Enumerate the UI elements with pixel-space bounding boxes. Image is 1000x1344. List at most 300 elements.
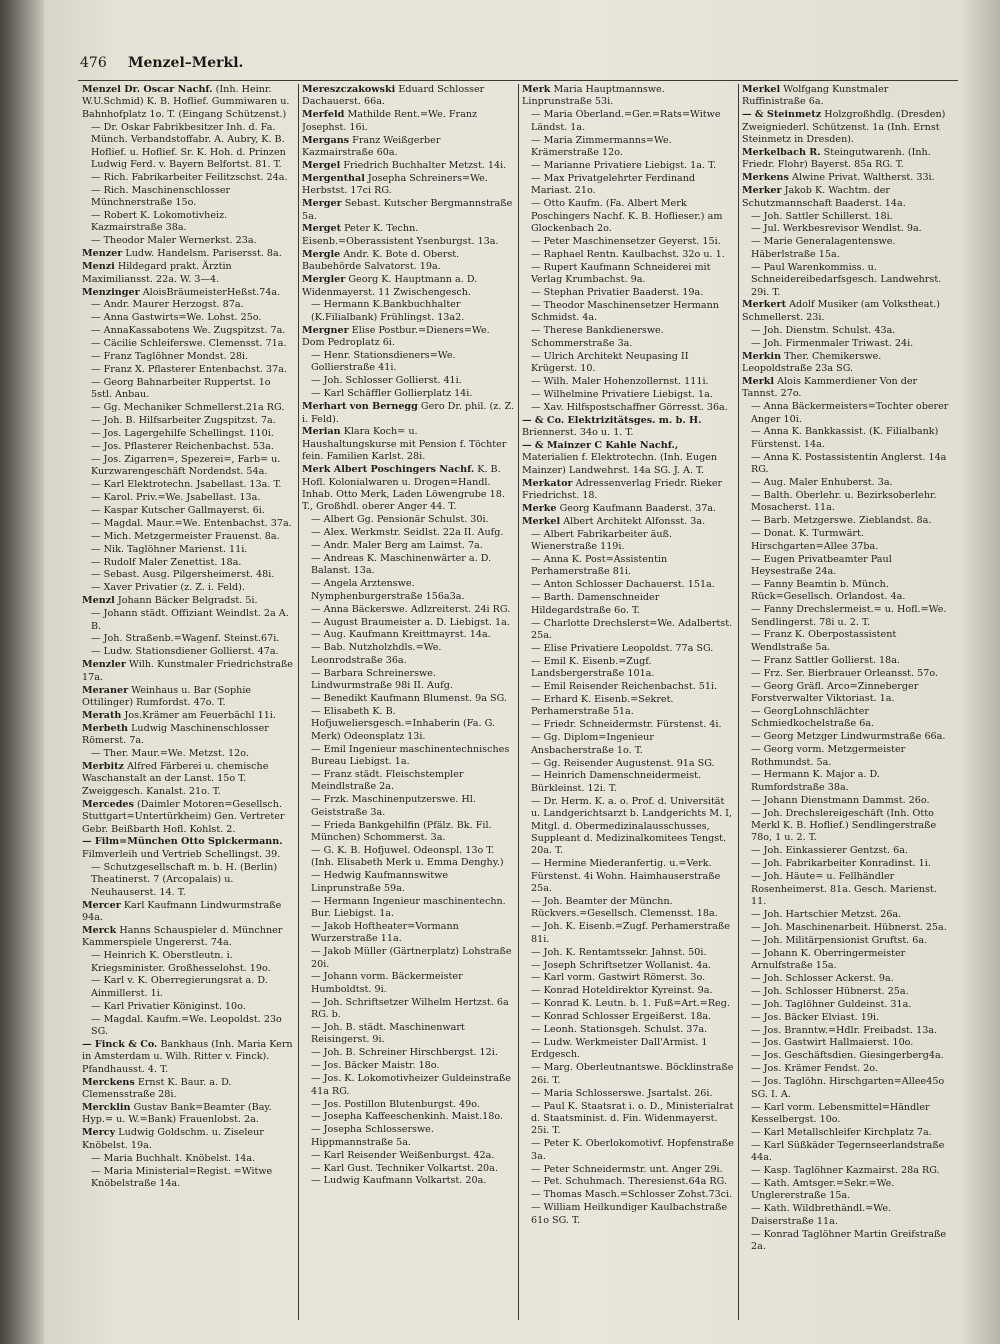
directory-entry <box>742 426 954 451</box>
entry-surname: Mercklin <box>82 1102 131 1113</box>
directory-entry <box>742 629 954 654</box>
entry-details: — Cäcilie Schleiferswe. Clemensst. 71a. <box>91 338 287 350</box>
entry-details: AloisBräumeisterHeßst.74a. <box>142 286 281 298</box>
entry-details: — Max Privatgelehrter Ferdinand Mariast. 21o. <box>531 172 696 197</box>
entry-details: Maria Hauptmannswe. Linprunstraße 53i. <box>522 84 665 108</box>
directory-entry <box>82 210 294 235</box>
entry-details: — Albert Fabrikarbeiter äuß. Wienerstraße 119i. <box>531 528 673 553</box>
entry-details: — Andr. Maler Berg am Laimst. 7a. <box>311 540 483 552</box>
directory-entry <box>522 947 734 959</box>
column-divider-2 <box>518 84 519 1320</box>
directory-entry <box>522 516 734 528</box>
entry-details: — Joh. B. Hilfsarbeiter Zugspitzst. 7a. <box>91 415 276 427</box>
entry-details: Sebast. Kutscher Bergmannstraße 5a. <box>302 198 513 222</box>
entry-details: — Mich. Metzgermeister Frauenst. 8a. <box>91 530 280 542</box>
directory-entry <box>522 770 734 795</box>
directory-entry <box>82 415 294 427</box>
directory-entry <box>742 909 954 921</box>
entry-surname: — & Steinmetz <box>742 109 822 121</box>
directory-entry <box>742 1102 954 1127</box>
entry-details: — Jos. Krämer Fendst. 2o. <box>751 1063 878 1075</box>
entry-details: — Konrad Hoteldirektor Kyreinst. 9a. <box>531 985 713 997</box>
entry-surname: Mergle <box>302 248 341 260</box>
directory-entry <box>522 503 734 515</box>
entry-details: — Barth. Damenschneider Hildegardstraße 6o. T. <box>531 592 660 616</box>
column-2 <box>302 84 514 1320</box>
directory-entry <box>522 440 734 477</box>
directory-entry <box>82 1153 294 1165</box>
directory-entry <box>82 428 294 440</box>
entry-details: — Johann städt. Offiziant Weindlst. 2a A. B. <box>91 608 289 632</box>
directory-entry <box>82 950 294 975</box>
directory-entry <box>302 820 514 845</box>
directory-entry <box>302 274 514 299</box>
entry-details: — Joh. Militärpensionist Gruftst. 6a. <box>751 934 928 946</box>
directory-entry <box>302 1111 514 1123</box>
directory-entry <box>742 376 954 401</box>
entry-details: — Barbara Schreinerswe. Lindwurmstraße 98i II. Aufg. <box>311 667 453 692</box>
directory-entry <box>742 655 954 667</box>
entry-details: — Karl vorm. Lebensmittel=Händler Kesselbergst. 10o. <box>751 1101 930 1125</box>
entry-details: — Joh. Firmenmaler Triwast. 24i. <box>751 337 914 349</box>
entry-details: — Raphael Rentn. Kaulbachst. 32o u. 1. <box>531 248 725 260</box>
entry-details: — Angela Arztenswe. Nymphenburgerstraße 156a3a. <box>311 578 465 602</box>
directory-entry <box>522 84 734 109</box>
entry-surname: Merkens <box>742 172 789 184</box>
entry-details: — Joh. B. Schreiner Hirschbergst. 12i. <box>311 1047 498 1059</box>
entry-surname: — & Mainzer C Kahle Nachf., <box>522 439 679 451</box>
entry-details: — Frzk. Maschinenputzerswe. Hl. Geiststraße 3a. <box>311 794 476 818</box>
entry-surname: Merkelbach R. <box>742 147 821 159</box>
directory-entry <box>522 618 734 643</box>
directory-entry <box>302 921 514 946</box>
entry-details: — Peter Schneidermstr. unt. Anger 29i. <box>531 1163 723 1175</box>
directory-entry <box>742 1127 954 1139</box>
directory-entry <box>82 479 294 491</box>
directory-entry <box>302 160 514 172</box>
directory-entry <box>742 351 954 376</box>
directory-entry <box>302 617 514 629</box>
directory-entry <box>742 1063 954 1075</box>
entry-details: — Kath. Wildbrethändl.=We. Daiserstraße 11a. <box>751 1203 892 1227</box>
entry-details: Peter K. Techn. Eisenb.=Oberassistent Ysenburgst. 13a. <box>302 223 499 247</box>
directory-entry <box>522 643 734 655</box>
directory-entry <box>742 1012 954 1024</box>
directory-entry <box>522 135 734 160</box>
entry-details: — Anna Bäckermeisters=Tochter oberer Anger 10i. <box>751 401 949 425</box>
directory-entry <box>302 870 514 895</box>
directory-entry <box>302 604 514 616</box>
entry-details: — Erhard K. Eisenb.=Sekret. Perhamerstraße 51a. <box>531 694 674 718</box>
entry-details: — Maria Ministerial=Regist. =Witwe Knöbelstraße 14a. <box>91 1165 273 1189</box>
entry-details: — Georg Bahnarbeiter Ruppertst. 1o 5stl. Anbau. <box>91 376 271 401</box>
directory-entry <box>82 172 294 184</box>
entry-details: — Friedr. Schneidermstr. Fürstenst. 4i. <box>531 719 722 731</box>
directory-entry <box>82 975 294 1000</box>
entry-surname: Mergel <box>302 159 341 171</box>
directory-entry <box>522 1164 734 1176</box>
entry-details: — Marg. Oberleutnantswe. Böcklinstraße 26i. T. <box>531 1062 734 1086</box>
entry-details: Albert Architekt Alfonsst. 3a. <box>563 515 706 527</box>
entry-details: — Frieda Bankgehilfin (Pfälz. Bk. Fil. München) Schommerst. 3a. <box>311 819 492 843</box>
directory-entry <box>522 719 734 731</box>
entry-details: — Schutzgesellschaft m. b. H. (Berlin) Theatinerst. 7 (Arcopalais) u. Neuhauserst. 14. T. <box>91 861 278 898</box>
entry-details: — Albert Gg. Pensionär Schulst. 30i. <box>311 514 489 526</box>
entry-details: — Stephan Privatier Baaderst. 19a. <box>531 287 704 298</box>
directory-entry <box>302 1124 514 1149</box>
directory-entry <box>82 351 294 363</box>
entry-details: Ernst K. Baur. a. D. Clemensstraße 28i. <box>82 1076 232 1101</box>
entry-details: — Heinrich K. Oberstleutn. i. Kriegsminister. Großhesselohst. 19o. <box>91 950 271 974</box>
entry-details: — Johann K. Oberringermeister Arnulfstraße 15a. <box>751 947 906 972</box>
directory-entry <box>302 1099 514 1111</box>
directory-entry <box>522 998 734 1010</box>
directory-entry <box>302 401 514 426</box>
entry-details: — Robert K. Lokomotivheiz. Kazmairstraße 38a. <box>91 210 228 234</box>
directory-entry <box>742 999 954 1011</box>
directory-entry <box>82 454 294 479</box>
entry-details: — Anna Gastwirts=We. Lohst. 25o. <box>91 312 262 324</box>
entry-details: — Rupert Kaufmann Schneiderei mit Verlag Krumbachst. 9a. <box>531 261 711 286</box>
directory-entry <box>82 84 294 121</box>
entry-details: — Emil Ingenieur maschinentechnisches Bureau Liebigst. 1a. <box>311 743 510 768</box>
directory-entry <box>82 505 294 517</box>
entry-details: — Jul. Werkbesrevisor Wendlst. 9a. <box>751 223 922 235</box>
entry-details: — Joh. Maschinenarbeit. Hübnerst. 25a. <box>751 921 947 933</box>
entry-details: — Anna K. Post=Assistentin Perhamerstraße 81i. <box>531 554 668 578</box>
directory-entry <box>82 248 294 260</box>
directory-entry <box>522 1176 734 1188</box>
entry-surname: Merger <box>302 198 342 210</box>
entry-details: — Joh. Sattler Schillerst. 18i. <box>751 210 893 222</box>
entry-details: — Peter Maschinensetzer Geyerst. 15i. <box>531 235 721 247</box>
directory-entry <box>522 592 734 617</box>
directory-entry <box>302 693 514 705</box>
directory-entry <box>302 84 514 109</box>
entry-surname: Merath <box>82 709 122 721</box>
entry-details: — Aug. Maler Enhuberst. 3a. <box>751 477 893 489</box>
entry-details: Georg Kaufmann Baaderst. 37a. <box>559 502 717 514</box>
entry-details: Wolfgang Kunstmaler Ruffinistraße 6a. <box>742 84 889 108</box>
directory-entry <box>742 795 954 807</box>
entry-details: — Heinrich Damenschneidermeist. Bürkleinst. 12i. T. <box>531 770 702 794</box>
entry-details: — Jos. Pflasterer Reichenbachst. 53a. <box>91 440 274 452</box>
entry-details: — Maria Buchhalt. Knöbelst. 14a. <box>91 1152 256 1164</box>
directory-entry <box>82 1166 294 1191</box>
directory-entry <box>742 706 954 731</box>
entry-details: — Karl Privatier Königinst. 10o. <box>91 1000 246 1012</box>
entry-details: — Emil K. Eisenb.=Zugf. Landsbergerstraße 101a. <box>531 655 655 680</box>
directory-entry <box>302 249 514 274</box>
directory-entry <box>522 402 734 414</box>
entry-surname: Merk Albert Poschingers Nachf. <box>302 464 475 476</box>
entry-surname: Menzler <box>82 659 126 671</box>
entry-details: — Joh. Schriftsetzer Wilhelm Hertzst. 6a RG. b. <box>311 996 509 1021</box>
directory-entry <box>82 364 294 376</box>
entry-details: — Magdal. Kaufm.=We. Leopoldst. 23o SG. <box>91 1013 282 1038</box>
entry-details: — Kasp. Taglöhner Kazmairst. 28a RG. <box>751 1165 940 1177</box>
entry-details: — Ulrich Architekt Neupasing II Krügerst. 10. <box>531 350 689 374</box>
directory-entry <box>742 769 954 794</box>
directory-entry <box>302 706 514 743</box>
entry-surname: Merget <box>302 223 342 235</box>
entry-details: — Theodor Maschinensetzer Hermann Schmidst. 4a. <box>531 299 719 324</box>
entry-surname: Mergans <box>302 134 350 146</box>
entry-details: — Joh. Schlosser Hübnerst. 25a. <box>751 985 909 997</box>
entry-surname: Merfeld <box>302 109 345 121</box>
directory-entry <box>82 685 294 710</box>
entry-details: — Peter K. Oberlokomotivf. Hopfenstraße 3a. <box>531 1138 734 1162</box>
directory-entry <box>302 135 514 160</box>
directory-entry <box>302 527 514 539</box>
directory-entry <box>302 223 514 248</box>
entry-details: — Joh. Schlosser Ackerst. 9a. <box>751 972 894 984</box>
entry-details: Filmverleih und Vertrieb Schellingst. 39. <box>82 848 281 860</box>
directory-entry <box>522 921 734 946</box>
directory-entry <box>82 185 294 210</box>
directory-entry <box>522 376 734 388</box>
entry-details: — Konrad Schlosser Ergeißerst. 18a. <box>531 1011 712 1023</box>
entry-details: — Jos. Gastwirt Hallmaierst. 10o. <box>751 1037 914 1049</box>
entry-details: — Theodor Maler Wernerkst. 23a. <box>91 235 257 247</box>
directory-entry <box>302 1047 514 1059</box>
directory-entry <box>742 1076 954 1101</box>
entry-surname: Merhart von Bernegg <box>302 401 418 413</box>
header-rule <box>78 80 958 81</box>
entry-surname: Merke <box>522 502 557 514</box>
entry-surname: Merk <box>522 84 551 95</box>
entry-details: — Jos. Geschäftsdien. Giesingerberg4a. <box>751 1050 944 1062</box>
entry-details: — Dr. Herm. K. a. o. Prof. d. Universität u. Landgerichtsarzt b. Landgerichts M. I, Mitgl. d. Obermedizinalausschusses, Suppleant d. Medizinalkomitees Tengst. 20a. T. <box>531 795 733 857</box>
directory-entry <box>522 1101 734 1138</box>
entry-details: — Joh. Beamter der Münchn. Rückvers.=Gesellsch. Clemensst. 18a. <box>531 896 718 920</box>
directory-entry <box>522 1189 734 1201</box>
directory-entry <box>302 744 514 769</box>
directory-entry <box>82 659 294 684</box>
directory-entry <box>82 518 294 530</box>
column-divider-1 <box>298 84 299 1320</box>
entry-details: — Hermann K. Major a. D. Rumfordstraße 38a. <box>751 769 880 793</box>
entry-details: — Ludwig Kaufmann Volkartst. 20a. <box>311 1175 487 1187</box>
entry-details: — August Braumeister a. D. Liebigst. 1a. <box>311 616 510 628</box>
directory-entry <box>522 681 734 693</box>
directory-entry <box>302 173 514 198</box>
book-binding-shadow <box>0 0 44 1344</box>
entry-surname: Merkel <box>522 515 561 527</box>
entry-surname: Mercer <box>82 899 121 911</box>
entry-details: Ludw. Handelsm. Parisersst. 8a. <box>125 248 282 260</box>
directory-entry <box>742 986 954 998</box>
entry-details: — Joh. Häute= u. Fellhändler Rosenheimerst. 81a. Gesch. Marienst. 11. <box>751 871 937 907</box>
entry-surname: Menzinger <box>82 286 140 298</box>
entry-details: Eduard Schlosser Dachauerst. 66a. <box>302 84 485 108</box>
entry-details: — Xav. Hilfspostschaffner Görresst. 36a. <box>531 401 728 413</box>
directory-entry <box>742 808 954 845</box>
entry-details: — Leonh. Stationsgeh. Schulst. 37a. <box>531 1024 708 1036</box>
entry-details: Andr. K. Bote d. Oberst. Baubehörde Salvatorst. 19a. <box>302 248 460 273</box>
entry-details: — Hermann K.Bankbuchhalter (K.Filialbank) Frühlingst. 13a2. <box>311 299 465 323</box>
directory-entry <box>742 731 954 743</box>
entry-details: — Paul K. Staatsrat i. o. D., Ministerialrat d. Staatsminist. d. Fin. Widenmayerst. 25i. T. <box>531 1100 734 1137</box>
directory-entry <box>742 1025 954 1037</box>
entry-details: — Joh. Schlosser Gollierst. 41i. <box>311 375 462 387</box>
entry-details: — Karl Elektrotechn. Jsabellast. 13a. T. <box>91 479 282 491</box>
directory-entry <box>302 769 514 794</box>
entry-details: — Georg Gräfl. Arco=Zinneberger Forstverwalter Viktoriast. 1a. <box>751 680 919 704</box>
directory-entry <box>522 579 734 591</box>
entry-details: — Hedwig Kaufmannswitwe Linprunstraße 59a. <box>311 870 449 894</box>
entry-details: — Kaspar Kutscher Gallmayerst. 6i. <box>91 504 265 516</box>
entry-details: — Wilh. Maler Hohenzollernst. 111i. <box>531 375 709 387</box>
directory-entry <box>302 629 514 641</box>
entry-details: — Marianne Privatiere Liebigst. 1a. T. <box>531 159 717 171</box>
entry-details: — Fanny Beamtin b. Münch. Rück=Gesellsch. Orlandost. 4a. <box>751 578 906 603</box>
directory-entry <box>522 478 734 503</box>
entry-details: — Joh. Dienstm. Schulst. 43a. <box>751 324 896 336</box>
entry-details: — Jakob Müller (Gärtnerplatz) Lohstraße 20i. <box>311 946 512 970</box>
entry-surname: Meraner <box>82 684 129 696</box>
directory-entry <box>522 1024 734 1036</box>
directory-entry <box>82 646 294 658</box>
entry-details: Hildegard prakt. Ärztin Maximiliansst. 22a. W. 3—4. <box>82 261 232 285</box>
page-header <box>80 55 960 77</box>
entry-details: Adressenverlag Friedr. Rieker Friedrichst. 18. <box>522 477 723 501</box>
entry-details: — Franz städt. Fleischstempler Meindlstraße 2a. <box>311 768 464 793</box>
entry-details: — Rich. Maschinenschlosser Münchnerstraße 15o. <box>91 184 231 209</box>
entry-details: Alwine Privat. Waltherst. 33i. <box>791 172 935 184</box>
directory-entry <box>302 388 514 400</box>
directory-entry <box>82 608 294 633</box>
directory-entry <box>82 925 294 950</box>
directory-entry <box>522 1138 734 1163</box>
directory-entry <box>302 514 514 526</box>
entry-surname: Mereszczakowski <box>302 84 396 95</box>
directory-entry <box>302 350 514 375</box>
entry-details: — Barb. Metzgerswe. Zieblandst. 8a. <box>751 515 932 527</box>
entry-details: Holzgroßhdlg. (Dresden) Zweigniederl. Schützenst. 1a (Inh. Ernst Steinmetz in Dresden). <box>742 109 946 146</box>
directory-entry <box>742 935 954 947</box>
entry-details: — Johann Dienstmann Dammst. 26o. <box>751 794 930 806</box>
entry-details: Mathilde Rent.=We. Franz Josephst. 16i. <box>302 109 478 133</box>
entry-details: — William Heilkundiger Kaulbachstraße 61o SG. T. <box>531 1202 728 1226</box>
directory-entry <box>302 971 514 996</box>
entry-details: — GeorgLohnschlächter Schmiedkochelstraße 6a. <box>751 705 875 730</box>
directory-entry <box>82 836 294 861</box>
entry-details: Ludwig Maschinenschlosser Römerst. 7a. <box>82 722 269 747</box>
directory-entry <box>82 1001 294 1013</box>
directory-entry <box>82 377 294 402</box>
entry-details: Elise Postbur.=Dieners=We. Dom Pedroplatz 6i. <box>302 324 490 349</box>
entry-details: — Karl Süßkäder Tegernseerlandstraße 44a. <box>751 1139 945 1164</box>
page-edge-shadow <box>960 0 1000 1344</box>
directory-entry <box>522 858 734 895</box>
entry-surname: Menzi <box>82 261 115 273</box>
column-3 <box>522 84 734 1320</box>
entry-details: — Karl v. K. Oberregierungsrat a. D. Ainmillerst. 1i. <box>91 975 268 999</box>
entry-details: — Wilhelmine Privatiere Liebigst. 1a. <box>531 388 713 400</box>
entry-details: — Johann vorm. Bäckermeister Humboldtst. 9i. <box>311 971 463 995</box>
entry-surname: Merkl <box>742 375 775 387</box>
directory-entry <box>742 1050 954 1062</box>
entry-details: — Dr. Oskar Fabrikbesitzer Inh. d. Fa. Münch. Verbandstoffabr. A. Aubry, K. B. Hoflief. u. Hoflief. Sr. K. Hoh. d. Prinzen Ludwig Ferd. v. Bayern Belfortst. 81. T. <box>91 121 286 170</box>
entry-details: K. B. Hofl. Kolonialwaren u. Drogen=Handl. Inhab. Otto Merk, Laden Löwengrube 18. T., Großhdl. oberer Anger 44. T. <box>302 464 505 513</box>
directory-entry <box>82 338 294 350</box>
entry-surname: — Film=München Otto Spickermann. <box>82 836 283 848</box>
directory-entry <box>82 122 294 172</box>
directory-entry <box>82 710 294 722</box>
entry-details: — Elise Privatiere Leopoldst. 77a SG. <box>531 642 714 654</box>
directory-entry <box>742 1229 954 1254</box>
directory-entry <box>742 338 954 350</box>
entry-details: — Jos. Taglöhn. Hirschgarten=Allee45o SG. I. A. <box>751 1076 945 1100</box>
directory-entry <box>302 553 514 578</box>
entry-surname: Merkel <box>742 84 781 95</box>
directory-entry <box>82 1014 294 1039</box>
directory-entry <box>82 544 294 556</box>
entry-details: — Maria Zimmermanns=We. Krämerstraße 12o. <box>531 134 672 159</box>
directory-entry <box>302 1022 514 1047</box>
directory-entry <box>742 1178 954 1203</box>
directory-entry <box>82 325 294 337</box>
entry-details: — Nik. Taglöhner Marienst. 11i. <box>91 543 248 555</box>
entry-details: — Jakob Hoftheater=Vormann Wurzerstraße 11a. <box>311 920 459 945</box>
entry-details: Jos.Krämer am Feuerbächl 11i. <box>124 709 276 721</box>
directory-entry <box>742 236 954 261</box>
entry-details: — Jos. Bäcker Elviast. 19i. <box>751 1011 880 1023</box>
entry-details: — Joseph Schriftsetzer Wollanist. 4a. <box>531 959 712 971</box>
directory-entry <box>742 845 954 857</box>
entry-details: — Jos. K. Lokomotivheizer Guldeinstraße 41a RG. <box>311 1073 511 1097</box>
entry-details: Gero Dr. phil. (z. Z. i. Feld). <box>302 401 514 425</box>
directory-entry <box>742 922 954 934</box>
entry-details: Franz Weißgerber Kazmairstraße 60a. <box>302 134 441 159</box>
entry-surname: Mergner <box>302 324 349 336</box>
directory-entry <box>742 871 954 908</box>
entry-details: Georg K. Hauptmann a. D. Widenmayerst. 11 Zwischengesch. <box>302 274 478 298</box>
entry-details: — Joh. B. städt. Maschinenwart Reisingerst. 9i. <box>311 1022 465 1046</box>
entry-surname: Merbitz <box>82 761 125 773</box>
entry-details: — Gg. Mechaniker Schmellerst.21a RG. <box>91 402 285 414</box>
entry-details: — Joh. K. Eisenb.=Zugf. Perhamerstraße 81i. <box>531 921 730 945</box>
entry-details: Josepha Schreiners=We. Herbstst. 17ci RG. <box>302 172 488 197</box>
entry-details: — G. K. B. Hofjuwel. Odeonspl. 13o T. (Inh. Elisabeth Merk u. Emma Denghy.) <box>311 844 504 869</box>
entry-surname: Mercy <box>82 1127 116 1139</box>
entry-details: — Frz. Ser. Bierbrauer Orleansst. 57o. <box>751 667 939 679</box>
directory-entry <box>742 490 954 515</box>
directory-entry <box>742 299 954 324</box>
directory-entry <box>522 173 734 198</box>
entry-details: — Rudolf Maler Zenettist. 18a. <box>91 556 242 568</box>
directory-entry <box>302 109 514 134</box>
entry-details: — Gg. Diplom=Ingenieur Ansbacherstraße 1o. T. <box>531 732 654 756</box>
entry-details: — Franz Taglöhner Mondst. 28i. <box>91 351 249 363</box>
directory-entry <box>302 642 514 667</box>
directory-entry <box>82 299 294 311</box>
directory-entry <box>522 796 734 858</box>
directory-entry <box>302 845 514 870</box>
entry-details: — Paul Warenkommiss. u. Schneidereibedarfsgesch. Landwehrst. 29i. T. <box>751 261 942 298</box>
entry-surname: — Finck & Co. <box>82 1038 158 1050</box>
entry-surname: Merkin <box>742 350 782 362</box>
entry-details: Briennerst. 34o u. 1. T. <box>522 426 634 438</box>
entry-details: — Josepha Kaffeeschenkinh. Maist.18o. <box>311 1111 503 1123</box>
entry-details: — Joh. Drechslereigeschäft (Inh. Otto Merkl K. B. Hoflief.) Sendlingerstraße 78o, 1 u. 2. T. <box>751 807 937 844</box>
entry-surname: Merkator <box>522 477 573 489</box>
entry-details: — Emil Reisender Reichenbachst. 51i. <box>531 681 718 693</box>
entry-details: — Ludw. Werkmeister Dall'Armist. 1 Erdgesch. <box>531 1036 708 1061</box>
entry-details: Adolf Musiker (am Volkstheat.) Schmellerst. 23i. <box>742 299 941 323</box>
entry-surname: Merian <box>302 426 341 438</box>
